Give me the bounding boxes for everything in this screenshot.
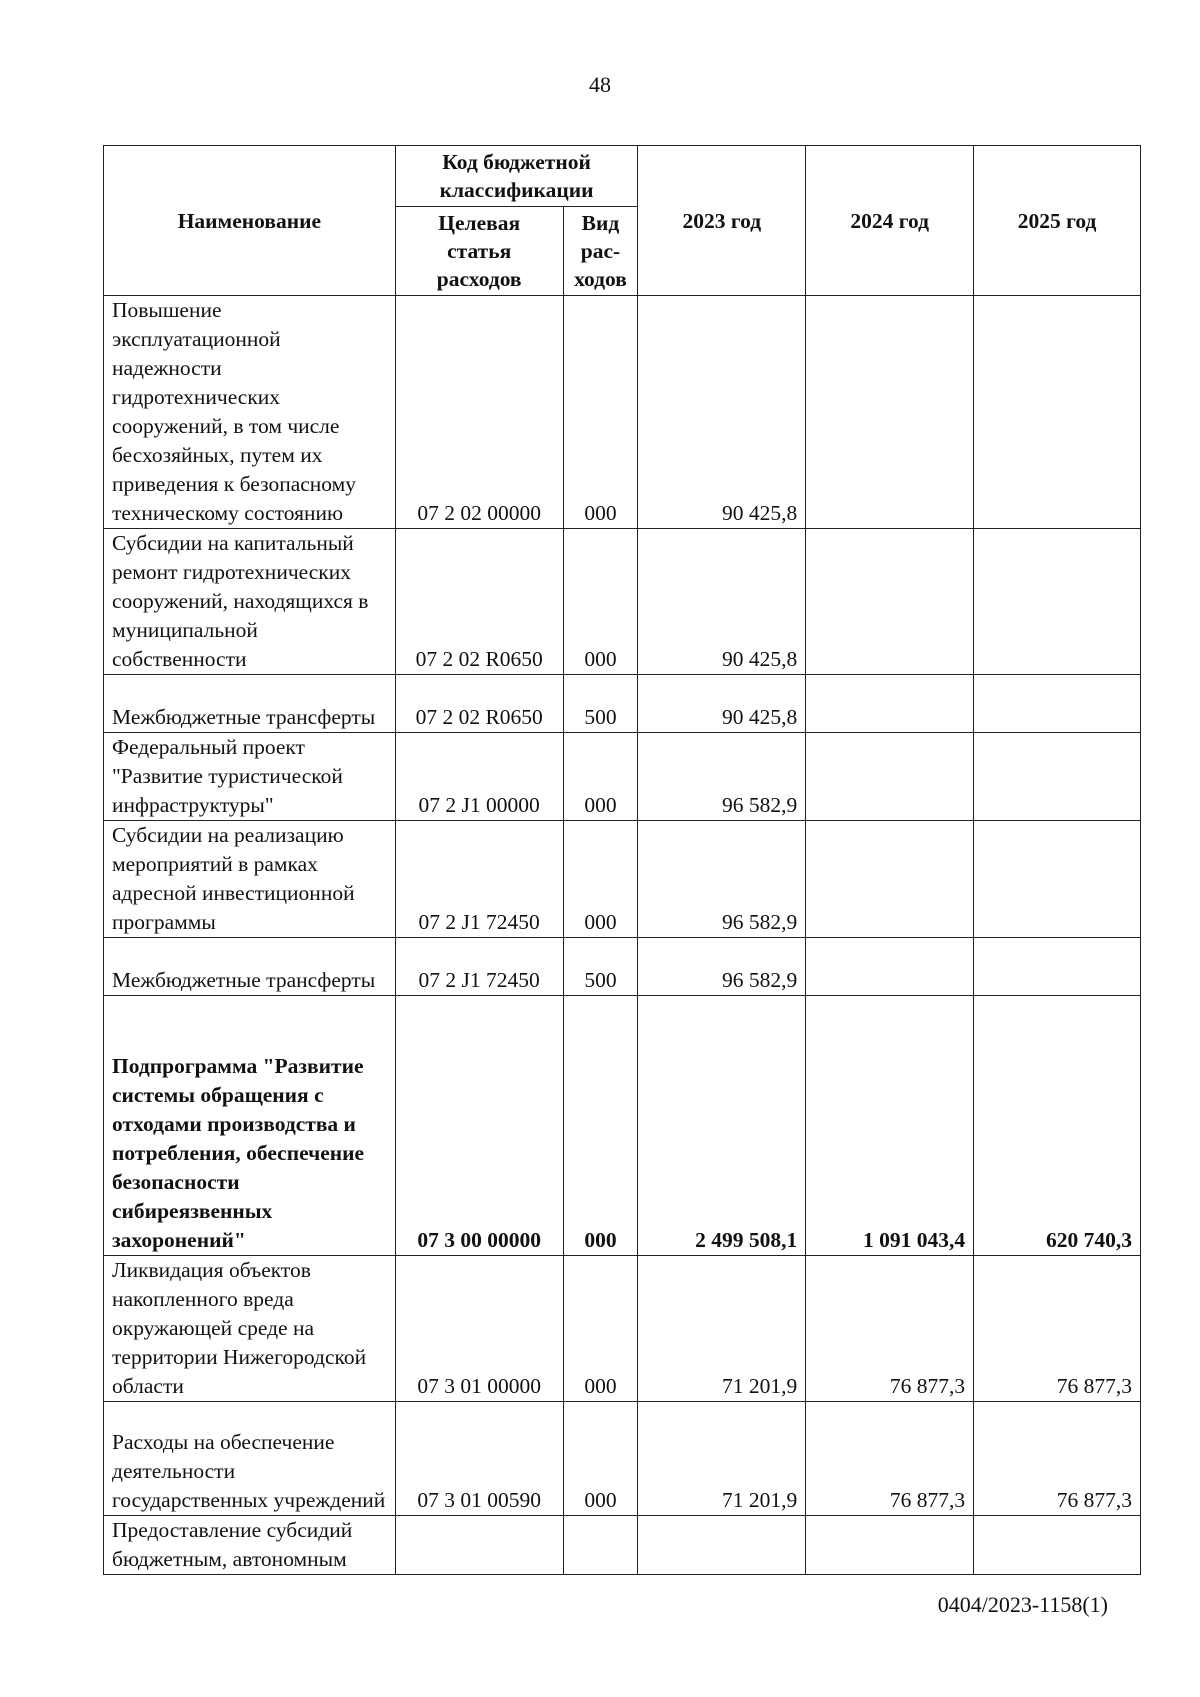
header-target: Целевая статья расходов — [395, 207, 563, 296]
row-name: Субсидии на капитальный ремонт гидротехнических сооружений, находящихся в муниципальной собственности — [104, 529, 396, 675]
row-kind: 000 — [563, 1402, 638, 1516]
row-name: Межбюджетные трансферты — [104, 675, 396, 733]
row-value-2025: 76 877,3 — [974, 1256, 1141, 1402]
table-row — [104, 1516, 1141, 1575]
page-number: 48 — [589, 72, 611, 97]
row-value-2025: 620 740,3 — [974, 996, 1141, 1256]
row-value-2025: 76 877,3 — [974, 1402, 1141, 1516]
row-kind: 500 — [563, 938, 638, 996]
row-name: Федеральный проект "Развитие туристической инфраструктуры" — [104, 733, 396, 821]
table-row — [104, 821, 1141, 938]
row-code: 07 3 01 00000 — [395, 1256, 563, 1402]
row-name: Предоставление субсидий бюджетным, автономным — [104, 1516, 396, 1575]
row-code: 07 2 J1 00000 — [395, 733, 563, 821]
row-name: Подпрограмма "Развитие системы обращения с отходами производства и потребления, обеспечение безопасности сибиреязвенных захоронений" — [104, 996, 396, 1256]
document-number: 0404/2023-1158(1) — [937, 1592, 1108, 1617]
table-row — [104, 675, 1141, 733]
row-value-2023: 71 201,9 — [638, 1256, 806, 1402]
row-code: 07 2 02 R0650 — [395, 675, 563, 733]
budget-table — [103, 145, 1141, 1575]
row-value-2024 — [806, 733, 974, 821]
row-value-2024: 76 877,3 — [806, 1402, 974, 1516]
row-kind: 000 — [563, 529, 638, 675]
row-code: 07 2 J1 72450 — [395, 821, 563, 938]
row-value-2025 — [974, 733, 1141, 821]
row-value-2023: 96 582,9 — [638, 938, 806, 996]
table-row — [104, 1402, 1141, 1516]
header-name: Наименование — [104, 146, 396, 296]
row-kind — [563, 1516, 638, 1575]
row-code: 07 3 01 00590 — [395, 1402, 563, 1516]
header-2025: 2025 год — [974, 146, 1141, 296]
row-value-2023: 71 201,9 — [638, 1402, 806, 1516]
row-name: Субсидии на реализацию мероприятий в рамках адресной инвестиционной программы — [104, 821, 396, 938]
row-kind: 000 — [563, 996, 638, 1256]
row-code: 07 2 02 R0650 — [395, 529, 563, 675]
table-row — [104, 733, 1141, 821]
row-value-2023: 2 499 508,1 — [638, 996, 806, 1256]
row-value-2023: 90 425,8 — [638, 529, 806, 675]
row-value-2023: 96 582,9 — [638, 821, 806, 938]
row-value-2023: 90 425,8 — [638, 296, 806, 529]
row-value-2024 — [806, 821, 974, 938]
row-code: 07 2 J1 72450 — [395, 938, 563, 996]
table-row — [104, 938, 1141, 996]
header-2023: 2023 год — [638, 146, 806, 296]
row-value-2025 — [974, 938, 1141, 996]
row-kind: 000 — [563, 821, 638, 938]
row-value-2024: 1 091 043,4 — [806, 996, 974, 1256]
row-kind: 000 — [563, 1256, 638, 1402]
header-2024: 2024 год — [806, 146, 974, 296]
row-value-2024 — [806, 529, 974, 675]
table-row — [104, 529, 1141, 675]
row-value-2024 — [806, 675, 974, 733]
row-name: Расходы на обеспечение деятельности государственных учреждений — [104, 1402, 396, 1516]
row-code — [395, 1516, 563, 1575]
row-value-2023: 90 425,8 — [638, 675, 806, 733]
row-value-2024 — [806, 938, 974, 996]
row-value-2024 — [806, 296, 974, 529]
row-name: Межбюджетные трансферты — [104, 938, 396, 996]
row-value-2025 — [974, 529, 1141, 675]
row-value-2024: 76 877,3 — [806, 1256, 974, 1402]
row-kind: 000 — [563, 733, 638, 821]
row-value-2025 — [974, 1516, 1141, 1575]
row-value-2023 — [638, 1516, 806, 1575]
row-value-2025 — [974, 821, 1141, 938]
row-name: Ликвидация объектов накопленного вреда окружающей среде на территории Нижегородской области — [104, 1256, 396, 1402]
table-row — [104, 296, 1141, 529]
header-kind: Вид рас-ходов — [563, 207, 638, 296]
row-value-2023: 96 582,9 — [638, 733, 806, 821]
table-row — [104, 996, 1141, 1256]
row-value-2024 — [806, 1516, 974, 1575]
row-value-2025 — [974, 675, 1141, 733]
row-kind: 000 — [563, 296, 638, 529]
table-row — [104, 1256, 1141, 1402]
row-code: 07 2 02 00000 — [395, 296, 563, 529]
header-code-group: Код бюджетной классификации — [395, 146, 638, 207]
row-name: Повышение эксплуатационной надежности гидротехнических сооружений, в том числе бесхозяйных, путем их приведения к безопасному техническому состоянию — [104, 296, 396, 529]
row-kind: 500 — [563, 675, 638, 733]
row-value-2025 — [974, 296, 1141, 529]
row-code: 07 3 00 00000 — [395, 996, 563, 1256]
